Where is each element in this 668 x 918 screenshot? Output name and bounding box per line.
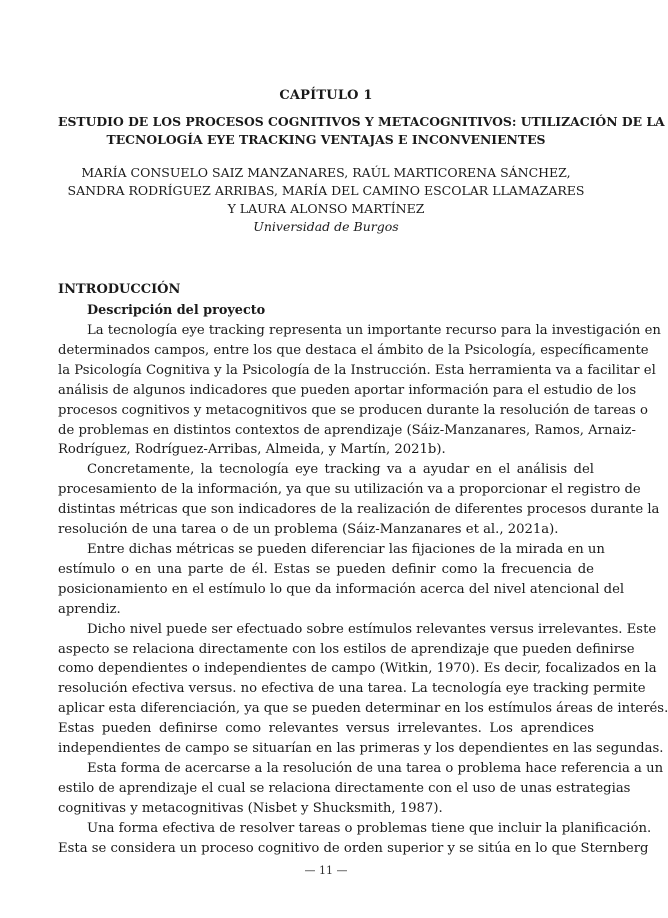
paragraph-line: Una forma efectiva de resolver tareas o problemas tiene que incluir la planificación. — [87, 820, 652, 836]
paragraph-line: Entre dichas métricas se pueden diferenciar las fijaciones de la mirada en un — [87, 541, 605, 557]
body-paragraph — [58, 819, 652, 859]
paragraph-line: posicionamiento en el estímulo lo que da información acerca del nivel atencional del — [58, 581, 625, 597]
paragraph-line: de problemas en distintos contextos de aprendizaje (Sáiz-Manzanares, Ramos, Arnaiz- — [58, 422, 636, 438]
paragraph-line: Concretamente, la tecnología eye tracking va a ayudar en el análisis del — [87, 462, 594, 478]
body-paragraph — [58, 460, 660, 540]
paragraph-line: Esta forma de acercarse a la resolución de una tarea o problema hace referencia a un — [87, 760, 664, 776]
paragraph-line: estilo de aprendizaje el cual se relaciona directamente con el uso de unas estrategias — [58, 780, 631, 796]
authors-block — [58, 164, 594, 236]
paragraph-line: como dependientes o independientes de campo (Witkin, 1970). Es decir, focalizados en la — [58, 661, 657, 677]
body-paragraph — [58, 321, 661, 460]
paragraph-line: cognitivas y metacognitivas (Nisbet y Shucksmith, 1987). — [58, 800, 443, 816]
author-line: SANDRA RODRÍGUEZ ARRIBAS, MARÍA DEL CAMINO ESCOLAR LLAMAZARES — [67, 183, 585, 198]
paragraph-line: distintas métricas que son indicadores de la realización de diferentes procesos durante la — [58, 502, 660, 518]
paragraph-line: procesamiento de la información, ya que su utilización va a proporcionar el registro de — [58, 482, 641, 498]
author-line: Y LAURA ALONSO MARTÍNEZ — [227, 201, 425, 216]
body-paragraph — [58, 620, 668, 759]
subsection-heading: Descripción del proyecto — [87, 303, 266, 318]
paragraph-line: procesos cognitivos y metacognitivos que se producen durante la resolución de tareas o — [58, 402, 648, 418]
chapter-title — [58, 113, 665, 149]
chapter-label: CAPÍTULO 1 — [279, 88, 373, 103]
paragraph-line: la Psicología Cognitiva y la Psicología de la Instrucción. Esta herramienta va a facilitar el — [58, 362, 656, 378]
section-heading: INTRODUCCIÓN — [58, 282, 181, 297]
body-paragraph — [58, 540, 625, 620]
author-line: MARÍA CONSUELO SAIZ MANZANARES, RAÚL MARTICORENA SÁNCHEZ, — [81, 165, 571, 180]
body-text — [58, 321, 668, 858]
paragraph-line: estímulo o en una parte de él. Estas se pueden definir como la frecuencia de — [58, 561, 594, 577]
paragraph-line: análisis de algunos indicadores que pueden aportar información para el estudio de los — [58, 382, 637, 398]
affiliation: Universidad de Burgos — [253, 219, 399, 234]
chapter-title-line: TECNOLOGÍA EYE TRACKING VENTAJAS E INCONVENIENTES — [106, 132, 546, 147]
paragraph-line: resolución efectiva versus. no efectiva de una tarea. La tecnología eye tracking permite — [58, 681, 646, 697]
paragraph-line: independientes de campo se situarían en las primeras y los dependientes en las segundas. — [58, 741, 664, 757]
body-paragraph — [58, 759, 664, 819]
paragraph-line: resolución de una tarea o de un problema (Sáiz-Manzanares et al., 2021a). — [58, 522, 559, 538]
paragraph-line: aplicar esta diferenciación, ya que se pueden determinar en los estímulos áreas de interés. — [58, 701, 668, 717]
paragraph-line: Esta se considera un proceso cognitivo de orden superior y se sitúa en lo que Sternberg — [58, 840, 649, 856]
paragraph-line: determinados campos, entre los que destaca el ámbito de la Psicología, específicamente — [58, 342, 649, 358]
paragraph-line: Rodríguez, Rodríguez-Arribas, Almeida, y Martín, 2021b). — [58, 442, 446, 458]
document-page — [58, 0, 668, 918]
paragraph-line: aprendiz. — [58, 601, 121, 617]
paragraph-line: La tecnología eye tracking representa un importante recurso para la investigación en — [87, 323, 661, 338]
paragraph-line: Dicho nivel puede ser efectuado sobre estímulos relevantes versus irrelevantes. Este — [87, 621, 657, 637]
page-number: — 11 — — [304, 864, 348, 877]
paragraph-line: Estas pueden definirse como relevantes versus irrelevantes. Los aprendices — [58, 721, 594, 737]
paragraph-line: aspecto se relaciona directamente con los estilos de aprendizaje que pueden definirse — [58, 641, 635, 657]
chapter-title-line: ESTUDIO DE LOS PROCESOS COGNITIVOS Y METACOGNITIVOS: UTILIZACIÓN DE LA — [58, 114, 665, 129]
